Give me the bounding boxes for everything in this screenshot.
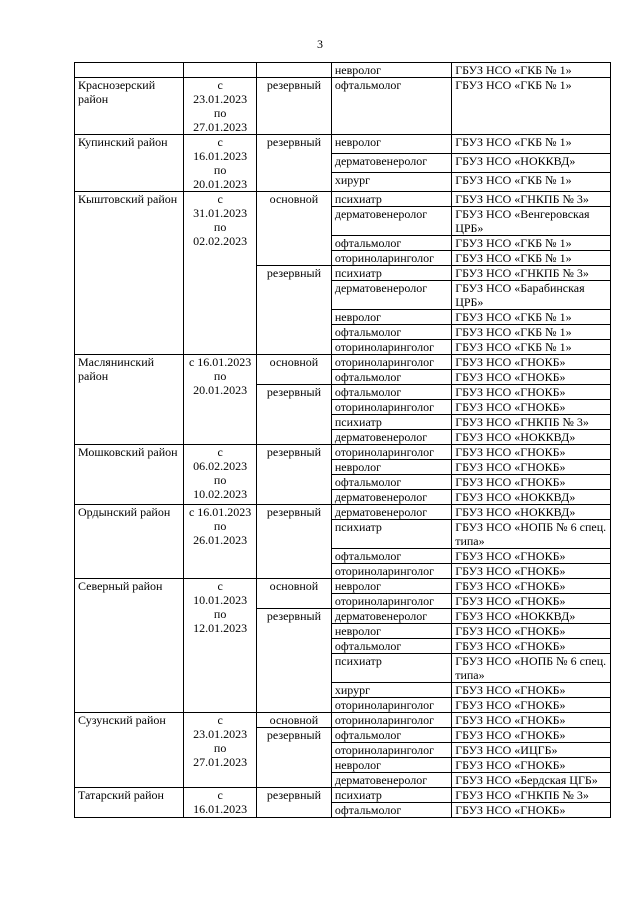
specialist-cell: психиатр	[331, 654, 451, 683]
brigade-type-cell: резервный	[257, 505, 332, 579]
dates-cell: с 16.01.2023	[184, 788, 257, 818]
specialist-cell: оториноларинголог	[331, 355, 451, 370]
specialist-cell: психиатр	[331, 415, 451, 430]
organization-cell: ГБУЗ НСО «Бердская ЦГБ»	[452, 773, 611, 788]
organization-cell: ГБУЗ НСО «ГНОКБ»	[452, 624, 611, 639]
district-cell: Северный район	[75, 579, 184, 713]
dates-cell: с 06.02.2023 по 10.02.2023	[184, 445, 257, 505]
specialist-cell: оториноларинголог	[331, 698, 451, 713]
table-row	[75, 788, 611, 803]
organization-cell: ГБУЗ НСО «ГНКПБ № 3»	[452, 266, 611, 281]
specialist-cell: офтальмолог	[331, 78, 451, 135]
district-cell: Купинский район	[75, 135, 184, 192]
specialist-cell: офтальмолог	[331, 549, 451, 564]
brigade-type-cell: основной	[257, 579, 332, 609]
table-row	[75, 505, 611, 520]
dates-cell: с 16.01.2023 по 20.01.2023	[184, 355, 257, 445]
district-cell: Мошковский район	[75, 445, 184, 505]
brigade-type-cell: основной	[257, 192, 332, 266]
page-number: 3	[317, 37, 323, 51]
dates-cell: с 31.01.2023 по 02.02.2023	[184, 192, 257, 355]
brigade-type-cell: основной	[257, 355, 332, 385]
brigade-type-cell: резервный	[257, 609, 332, 713]
dates-cell	[184, 63, 257, 78]
organization-cell: ГБУЗ НСО «ГНОКБ»	[452, 445, 611, 460]
organization-cell: ГБУЗ НСО «ГНОКБ»	[452, 639, 611, 654]
organization-cell: ГБУЗ НСО «ГКБ № 1»	[452, 310, 611, 325]
specialist-cell: дерматовенеролог	[331, 281, 451, 310]
specialist-cell: дерматовенеролог	[331, 430, 451, 445]
organization-cell: ГБУЗ НСО «ГНОКБ»	[452, 758, 611, 773]
specialist-cell: невролог	[331, 460, 451, 475]
organization-cell: ГБУЗ НСО «НОККВД»	[452, 609, 611, 624]
district-cell: Сузунский район	[75, 713, 184, 788]
table-row	[75, 135, 611, 154]
specialist-cell: дерматовенеролог	[331, 773, 451, 788]
organization-cell: ГБУЗ НСО «ГНОКБ»	[452, 564, 611, 579]
specialist-cell: дерматовенеролог	[331, 490, 451, 505]
organization-cell: ГБУЗ НСО «ГНОКБ»	[452, 460, 611, 475]
district-cell: Татарский район	[75, 788, 184, 818]
specialist-cell: оториноларинголог	[331, 743, 451, 758]
organization-cell: ГБУЗ НСО «ГНОКБ»	[452, 728, 611, 743]
organization-cell: ГБУЗ НСО «Барабинская ЦРБ»	[452, 281, 611, 310]
brigade-type-cell: резервный	[257, 788, 332, 818]
organization-cell: ГБУЗ НСО «ГНОКБ»	[452, 579, 611, 594]
organization-cell: ГБУЗ НСО «ГНКПБ № 3»	[452, 415, 611, 430]
organization-cell: ГБУЗ НСО «ГКБ № 1»	[452, 78, 611, 135]
organization-cell: ГБУЗ НСО «НОККВД»	[452, 490, 611, 505]
organization-cell: ГБУЗ НСО «ГНОКБ»	[452, 549, 611, 564]
table-row	[75, 579, 611, 594]
specialist-cell: дерматовенеролог	[331, 609, 451, 624]
organization-cell: ГБУЗ НСО «ГКБ № 1»	[452, 135, 611, 154]
specialist-cell: психиатр	[331, 266, 451, 281]
table-row	[75, 445, 611, 460]
schedule-table-body	[75, 63, 611, 818]
table-row	[75, 713, 611, 728]
organization-cell: ГБУЗ НСО «ГНОКБ»	[452, 594, 611, 609]
schedule-table	[74, 62, 611, 818]
specialist-cell: оториноларинголог	[331, 713, 451, 728]
district-cell: Краснозерский район	[75, 78, 184, 135]
brigade-type-cell: резервный	[257, 728, 332, 788]
specialist-cell: оториноларинголог	[331, 445, 451, 460]
dates-cell: с 16.01.2023 по 26.01.2023	[184, 505, 257, 579]
specialist-cell: оториноларинголог	[331, 400, 451, 415]
organization-cell: ГБУЗ НСО «ГНКПБ № 3»	[452, 788, 611, 803]
organization-cell: ГБУЗ НСО «ГКБ № 1»	[452, 340, 611, 355]
organization-cell: ГБУЗ НСО «ГНОКБ»	[452, 385, 611, 400]
specialist-cell: психиатр	[331, 788, 451, 803]
specialist-cell: невролог	[331, 579, 451, 594]
specialist-cell: психиатр	[331, 192, 451, 207]
specialist-cell: хирург	[331, 683, 451, 698]
organization-cell: ГБУЗ НСО «ГНОКБ»	[452, 683, 611, 698]
specialist-cell: невролог	[331, 758, 451, 773]
organization-cell: ГБУЗ НСО «ГНОКБ»	[452, 355, 611, 370]
specialist-cell: офтальмолог	[331, 475, 451, 490]
specialist-cell: дерматовенеролог	[331, 505, 451, 520]
dates-cell: с 23.01.2023 по 27.01.2023	[184, 713, 257, 788]
specialist-cell: оториноларинголог	[331, 251, 451, 266]
organization-cell: ГБУЗ НСО «ГНОКБ»	[452, 803, 611, 818]
brigade-type-cell	[257, 63, 332, 78]
brigade-type-cell: резервный	[257, 445, 332, 505]
organization-cell: ГБУЗ НСО «НОККВД»	[452, 154, 611, 173]
organization-cell: ГБУЗ НСО «НОККВД»	[452, 430, 611, 445]
brigade-type-cell: основной	[257, 713, 332, 728]
specialist-cell: офтальмолог	[331, 325, 451, 340]
specialist-cell: оториноларинголог	[331, 564, 451, 579]
organization-cell: ГБУЗ НСО «ГКБ № 1»	[452, 325, 611, 340]
dates-cell: с 23.01.2023 по 27.01.2023	[184, 78, 257, 135]
specialist-cell: психиатр	[331, 520, 451, 549]
brigade-type-cell: резервный	[257, 78, 332, 135]
dates-cell: с 10.01.2023 по 12.01.2023	[184, 579, 257, 713]
dates-cell: с 16.01.2023 по 20.01.2023	[184, 135, 257, 192]
specialist-cell: хирург	[331, 173, 451, 192]
specialist-cell: невролог	[331, 63, 451, 78]
district-cell: Кыштовский район	[75, 192, 184, 355]
district-cell	[75, 63, 184, 78]
brigade-type-cell: резервный	[257, 385, 332, 445]
district-cell: Ордынский район	[75, 505, 184, 579]
specialist-cell: дерматовенеролог	[331, 207, 451, 236]
table-row	[75, 355, 611, 370]
specialist-cell: офтальмолог	[331, 803, 451, 818]
specialist-cell: невролог	[331, 135, 451, 154]
brigade-type-cell: резервный	[257, 135, 332, 192]
specialist-cell: оториноларинголог	[331, 340, 451, 355]
district-cell: Маслянинский район	[75, 355, 184, 445]
organization-cell: ГБУЗ НСО «ИЦГБ»	[452, 743, 611, 758]
organization-cell: ГБУЗ НСО «НОПБ № 6 спец. типа»	[452, 654, 611, 683]
organization-cell: ГБУЗ НСО «НОККВД»	[452, 505, 611, 520]
organization-cell: ГБУЗ НСО «ГКБ № 1»	[452, 251, 611, 266]
organization-cell: ГБУЗ НСО «Венгеровская ЦРБ»	[452, 207, 611, 236]
table-row	[75, 78, 611, 135]
organization-cell: ГБУЗ НСО «ГНОКБ»	[452, 370, 611, 385]
specialist-cell: невролог	[331, 624, 451, 639]
organization-cell: ГБУЗ НСО «НОПБ № 6 спец. типа»	[452, 520, 611, 549]
specialist-cell: оториноларинголог	[331, 594, 451, 609]
organization-cell: ГБУЗ НСО «ГНОКБ»	[452, 698, 611, 713]
organization-cell: ГБУЗ НСО «ГНКПБ № 3»	[452, 192, 611, 207]
organization-cell: ГБУЗ НСО «ГНОКБ»	[452, 713, 611, 728]
organization-cell: ГБУЗ НСО «ГКБ № 1»	[452, 63, 611, 78]
specialist-cell: офтальмолог	[331, 236, 451, 251]
organization-cell: ГБУЗ НСО «ГКБ № 1»	[452, 236, 611, 251]
table-row	[75, 192, 611, 207]
specialist-cell: офтальмолог	[331, 639, 451, 654]
specialist-cell: офтальмолог	[331, 370, 451, 385]
brigade-type-cell: резервный	[257, 266, 332, 355]
specialist-cell: офтальмолог	[331, 728, 451, 743]
organization-cell: ГБУЗ НСО «ГКБ № 1»	[452, 173, 611, 192]
table-row	[75, 63, 611, 78]
specialist-cell: невролог	[331, 310, 451, 325]
organization-cell: ГБУЗ НСО «ГНОКБ»	[452, 475, 611, 490]
specialist-cell: офтальмолог	[331, 385, 451, 400]
organization-cell: ГБУЗ НСО «ГНОКБ»	[452, 400, 611, 415]
specialist-cell: дерматовенеролог	[331, 154, 451, 173]
